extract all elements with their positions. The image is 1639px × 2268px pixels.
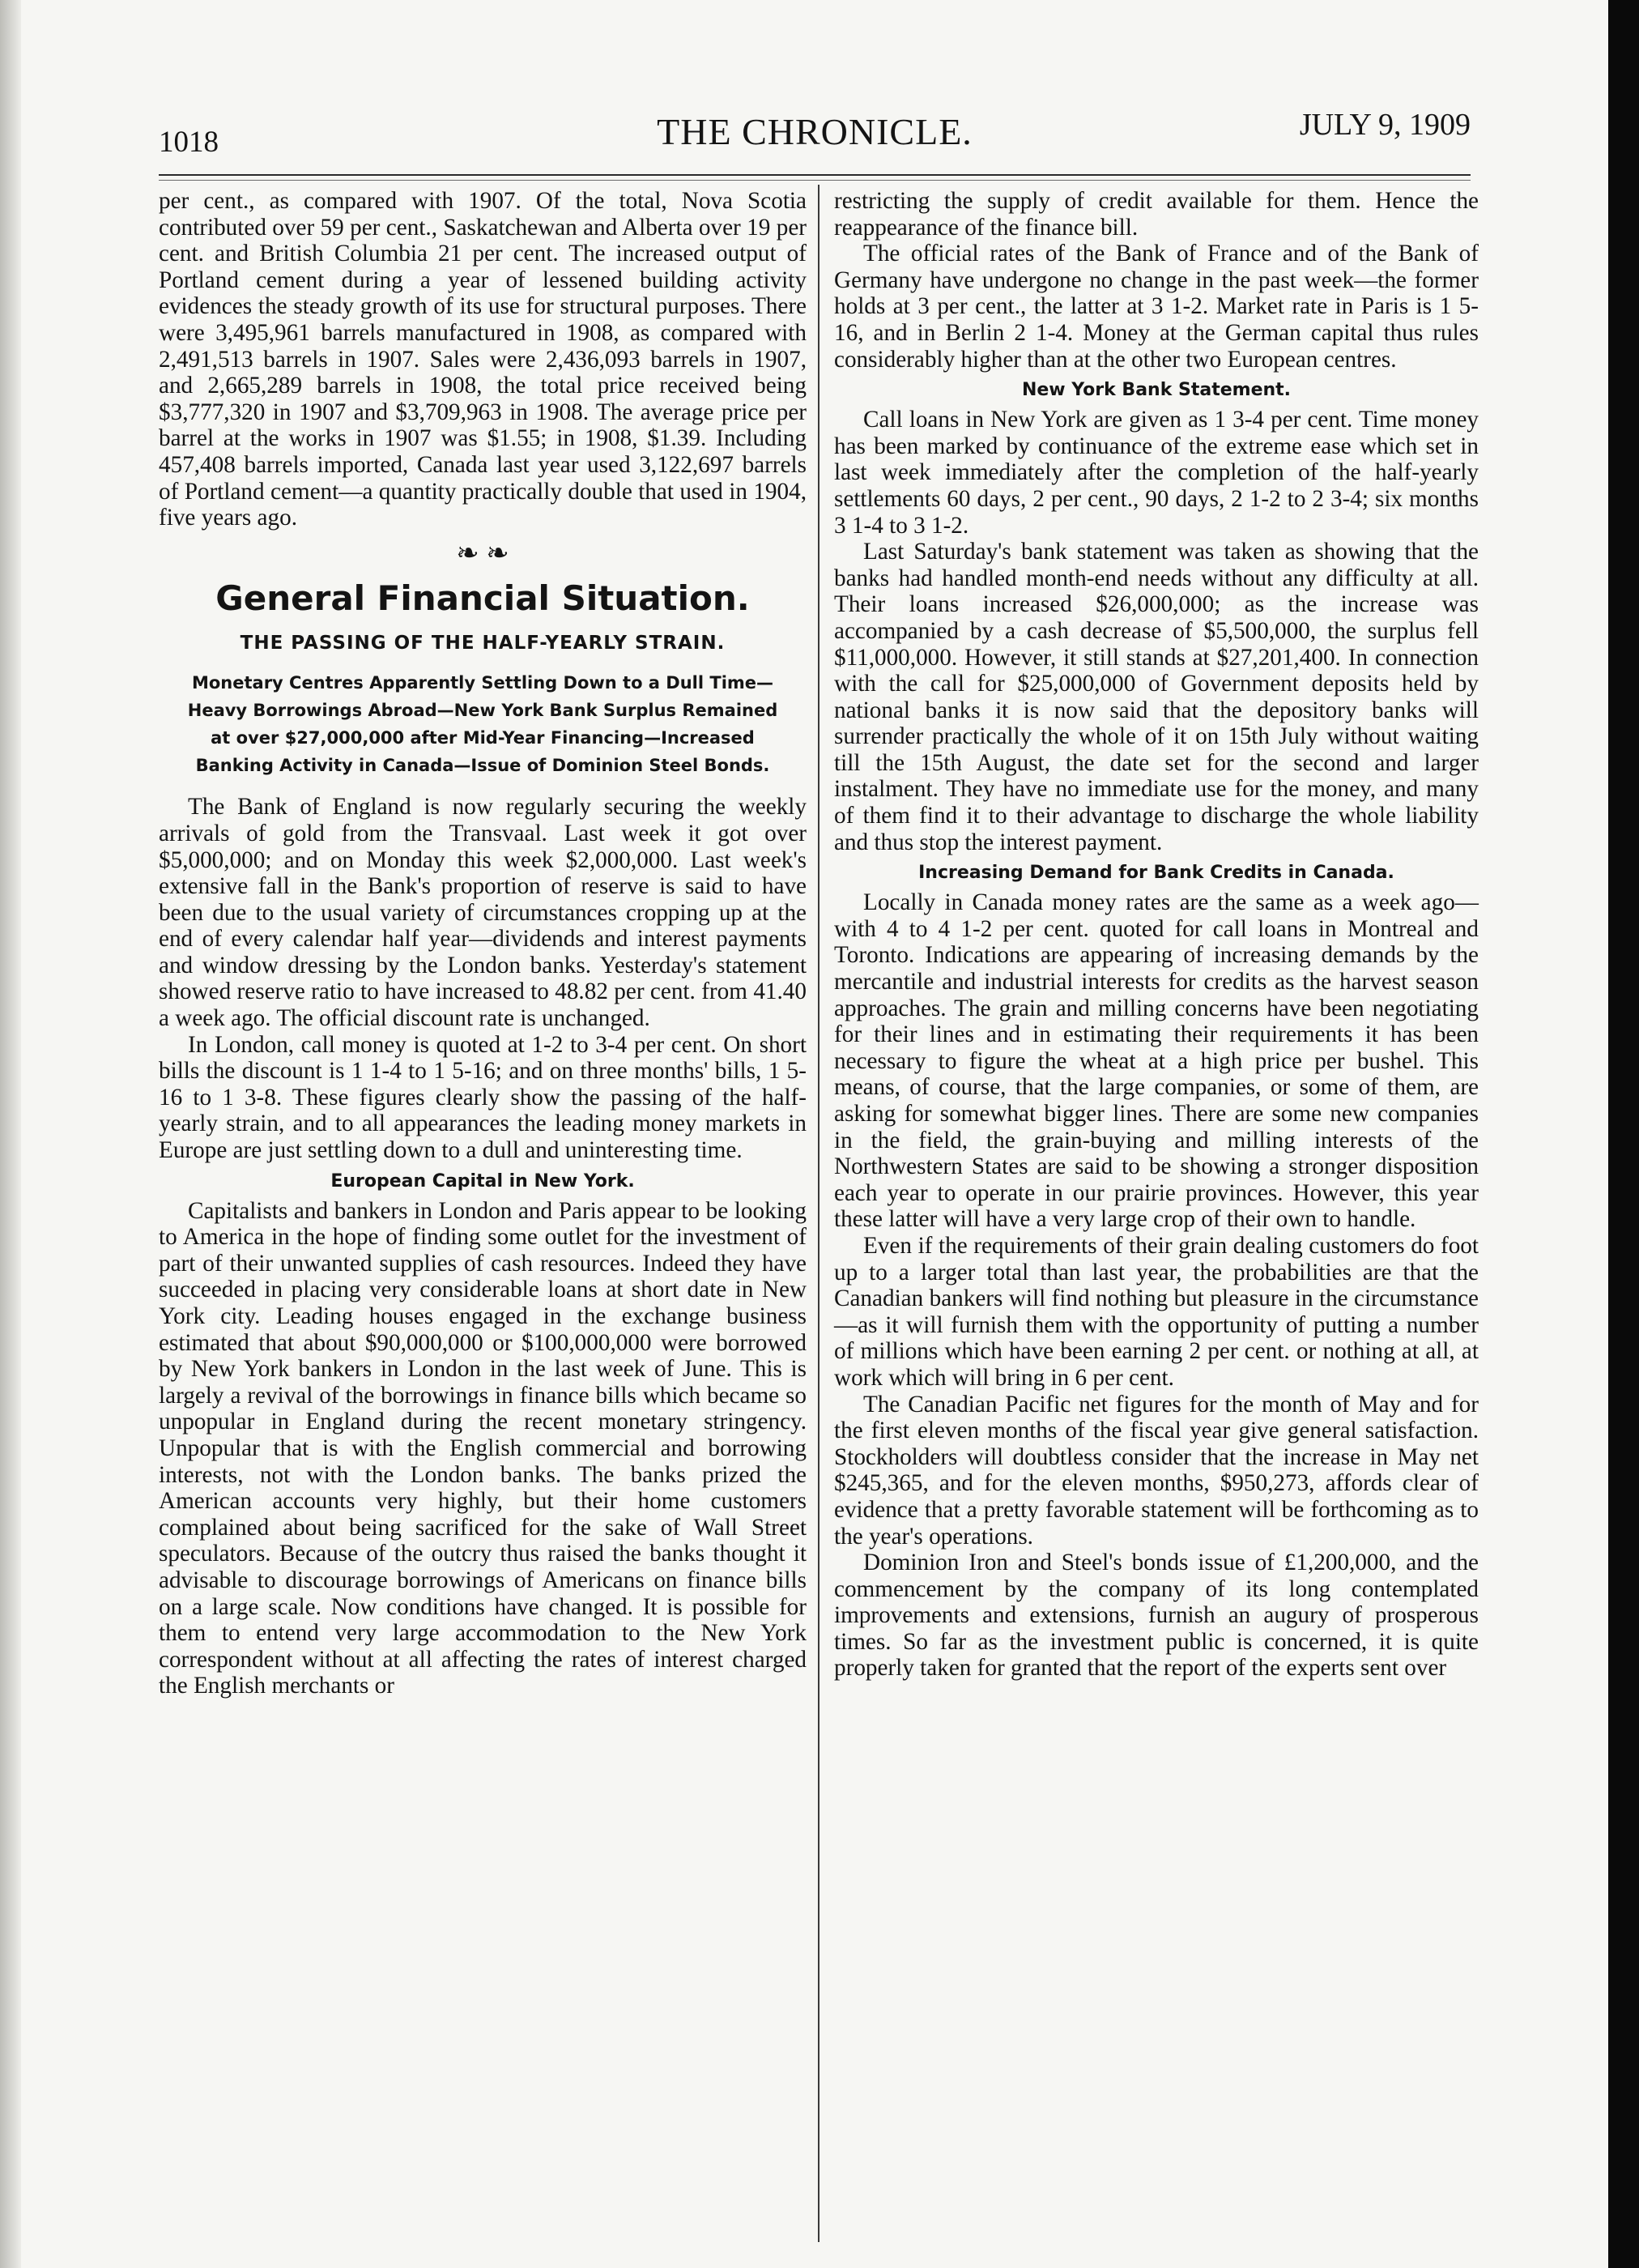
european-capital-heading: European Capital in New York. <box>330 1170 635 1192</box>
book-spine-edge <box>1608 0 1639 2268</box>
canadian-pacific-paragraph: The Canadian Pacific net figures for the month of May and for the first eleven months of the fiscal year give general satisfaction. Stockholders will doubtless consider that the increase in May net $245,365, and for the eleven months, $950,273, affords clear of evidence that a pretty favorable statement will be forthcoming as to the year's operations. <box>834 1391 1479 1550</box>
call-loans-paragraph: Call loans in New York are given as 1 3-4 per cent. Time money has been marked by continuance of the extreme ease which set in last week immediately after the completion of the half-yearly settlements 60 days, 2 per cent., 90 days, 2 1-2 to 2 3-4; six months 3 1-4 to 3 1-2. <box>834 407 1479 539</box>
last-saturday-paragraph: Last Saturday's bank statement was taken as showing that the banks had handled month-end needs without any difficulty at all. Their loans increased $26,000,000; as the increase was accompanied by a cash decrease of $5,500,000, the surplus fell $11,000,000. However, it still stands at $27,201,400. In connection with the call for $25,000,000 of Government deposits held by national banks it is now said that the depository banks will surrender practically the whole of it on 15th July without waiting till the 15th August, the date set for the second and larger instalment. They have no immediate use for the money, and many of them find it to their advantage to discharge the whole liability and thus stop the interest payment. <box>834 539 1479 855</box>
binding-gutter <box>0 0 21 2268</box>
canada-credits-heading: Increasing Demand for Bank Credits in Canada. <box>918 863 1394 884</box>
european-capital-paragraph: Capitalists and bankers in London and Paris appear to be looking to America in the hope of finding some outlet for the investment of part of their unwanted supplies of cash resources. Indeed they have succeeded in placing very considerable loans at short date in New York city. Leading houses engaged in the exchange business estimated that about $90,000,000 or $100,000,000 were borrowed by New York bankers in London in the last week of June. This is largely a revival of the borrowings in finance bills which became so unpopular in England during the recent monetary stringency. Unpopular that is with the English commercial and borrowing interests, not with the London banks. The banks prized the American accounts very highly, but their home customers complained about being sacrificed for the sake of Wall Street speculators. Because of the outcry thus raised the banks thought it advisable to discourage borrowings of Americans on finance bills on a large scale. Now conditions have changed. It is possible for them to entend very large accommodation to the New York correspondent without at all affecting the rates of interest charged the English merchants or <box>159 1197 807 1699</box>
page-header <box>159 107 1471 159</box>
dominion-iron-paragraph: Dominion Iron and Steel's bonds issue of £1,200,000, and the commencement by the company of its long contemplated improvements and extensions, furnish an augury of prosperous times. So far as the investment public is concerned, it is quite properly taken for granted that the report of the experts sent over <box>834 1550 1479 1682</box>
header-rule-thin <box>159 180 1471 181</box>
issue-date: JULY 9, 1909 <box>1299 108 1471 142</box>
section-title: General Financial Situation. <box>215 578 750 618</box>
continuation-paragraph: restricting the supply of credit available for them. Hence the reappearance of the finance bill. <box>834 188 1479 241</box>
section-ornament: ❧ ❧ <box>456 538 509 569</box>
section-subtitle: THE PASSING OF THE HALF-YEARLY STRAIN. <box>240 632 726 654</box>
column-divider <box>818 185 820 2242</box>
page-number: 1018 <box>159 126 219 159</box>
cement-paragraph: per cent., as compared with 1907. Of the total, Nova Scotia contributed over 59 per cent., Saskatchewan and Alberta over 19 per cent. and British Columbia 21 per cent. The increased output of Portland cement during a year of lessened building activity evidences the steady growth of its use for structural purposes. There were 3,495,961 barrels manufactured in 1908, as compared with 2,491,513 barrels in 1907. Sales were 2,436,093 barrels in 1907, and 2,665,289 barrels in 1908, the total price received being $3,777,320 in 1907 and $3,709,963 in 1908. The average price per barrel at the works in 1907 was $1.55; in 1908, $1.39. Including 457,408 barrels imported, Canada last year used 3,122,697 barrels of Portland cement—a quantity practically double that used in 1904, five years ago. <box>159 188 807 531</box>
ny-bank-heading: New York Bank Statement. <box>1021 380 1292 401</box>
article-deck: Monetary Centres Apparently Settling Down to a Dull Time—Heavy Borrowings Abroad—New York Bank Surplus Remained at over $27,000,000 after Mid-Year Financing—Increased Banking Activity in Canada—Issue of Dominion Steel Bonds. <box>187 673 778 776</box>
even-if-paragraph: Even if the requirements of their grain dealing customers do foot up to a larger total than last year, the probabilities are that the Canadian bankers will find nothing but pleasure in the circumstance—as it will furnish them with the opportunity of putting a number of millions which have been earning 2 per cent. or nothing at all, at work which will bring in 6 per cent. <box>834 1232 1479 1391</box>
london-money-paragraph: In London, call money is quoted at 1-2 to 3-4 per cent. On short bills the discount is 1 1-4 to 1 5-16; and on three months' bills, 1 5-16 to 1 3-8. These figures clearly show the passing of the half-yearly strain, and to all appearances the leading money markets in Europe are just settling down to a dull and uninteresting time. <box>159 1031 807 1164</box>
left-column <box>159 188 807 1699</box>
header-rule <box>159 174 1471 176</box>
right-column <box>834 188 1479 1682</box>
locally-paragraph: Locally in Canada money rates are the same as a week ago—with 4 to 4 1-2 per cent. quoted for call loans in Montreal and Toronto. Indications are appearing of increasing demands by the mercantile and industrial interests for credits as the harvest season approaches. The grain and milling concerns have been negotiating for their lines and in estimating their requirements it has been necessary to figure the wheat at a high price per bushel. This means, of course, that the large companies, or some of them, are asking for somewhat bigger lines. There are some new companies in the field, the grain-buying and milling interests of the Northwestern States are said to be showing a stronger disposition each year to operate in our prairie provinces. However, this year these latter will have a very large crop of their own to handle. <box>834 889 1479 1233</box>
official-rates-paragraph: The official rates of the Bank of France and of the Bank of Germany have undergone no change in the past week—the former holds at 3 per cent., the latter at 3 1-2. Market rate in Paris is 1 5-16, and in Berlin 2 1-4. Money at the German capital thus rules considerably higher than at the other two European centres. <box>834 241 1479 373</box>
publication-title: THE CHRONICLE. <box>657 111 973 152</box>
bank-of-england-paragraph: The Bank of England is now regularly securing the weekly arrivals of gold from the Transvaal. Last week it got over $5,000,000; and on Monday this week $2,000,000. Last week's extensive fall in the Bank's proportion of reserve is said to have been due to the usual variety of circumstances cropping up at the end of every calendar half year—dividends and interest payments and window dressing by the London banks. Yesterday's statement showed reserve ratio to have increased to 48.82 per cent. from 41.40 a week ago. The official discount rate is unchanged. <box>159 794 807 1032</box>
